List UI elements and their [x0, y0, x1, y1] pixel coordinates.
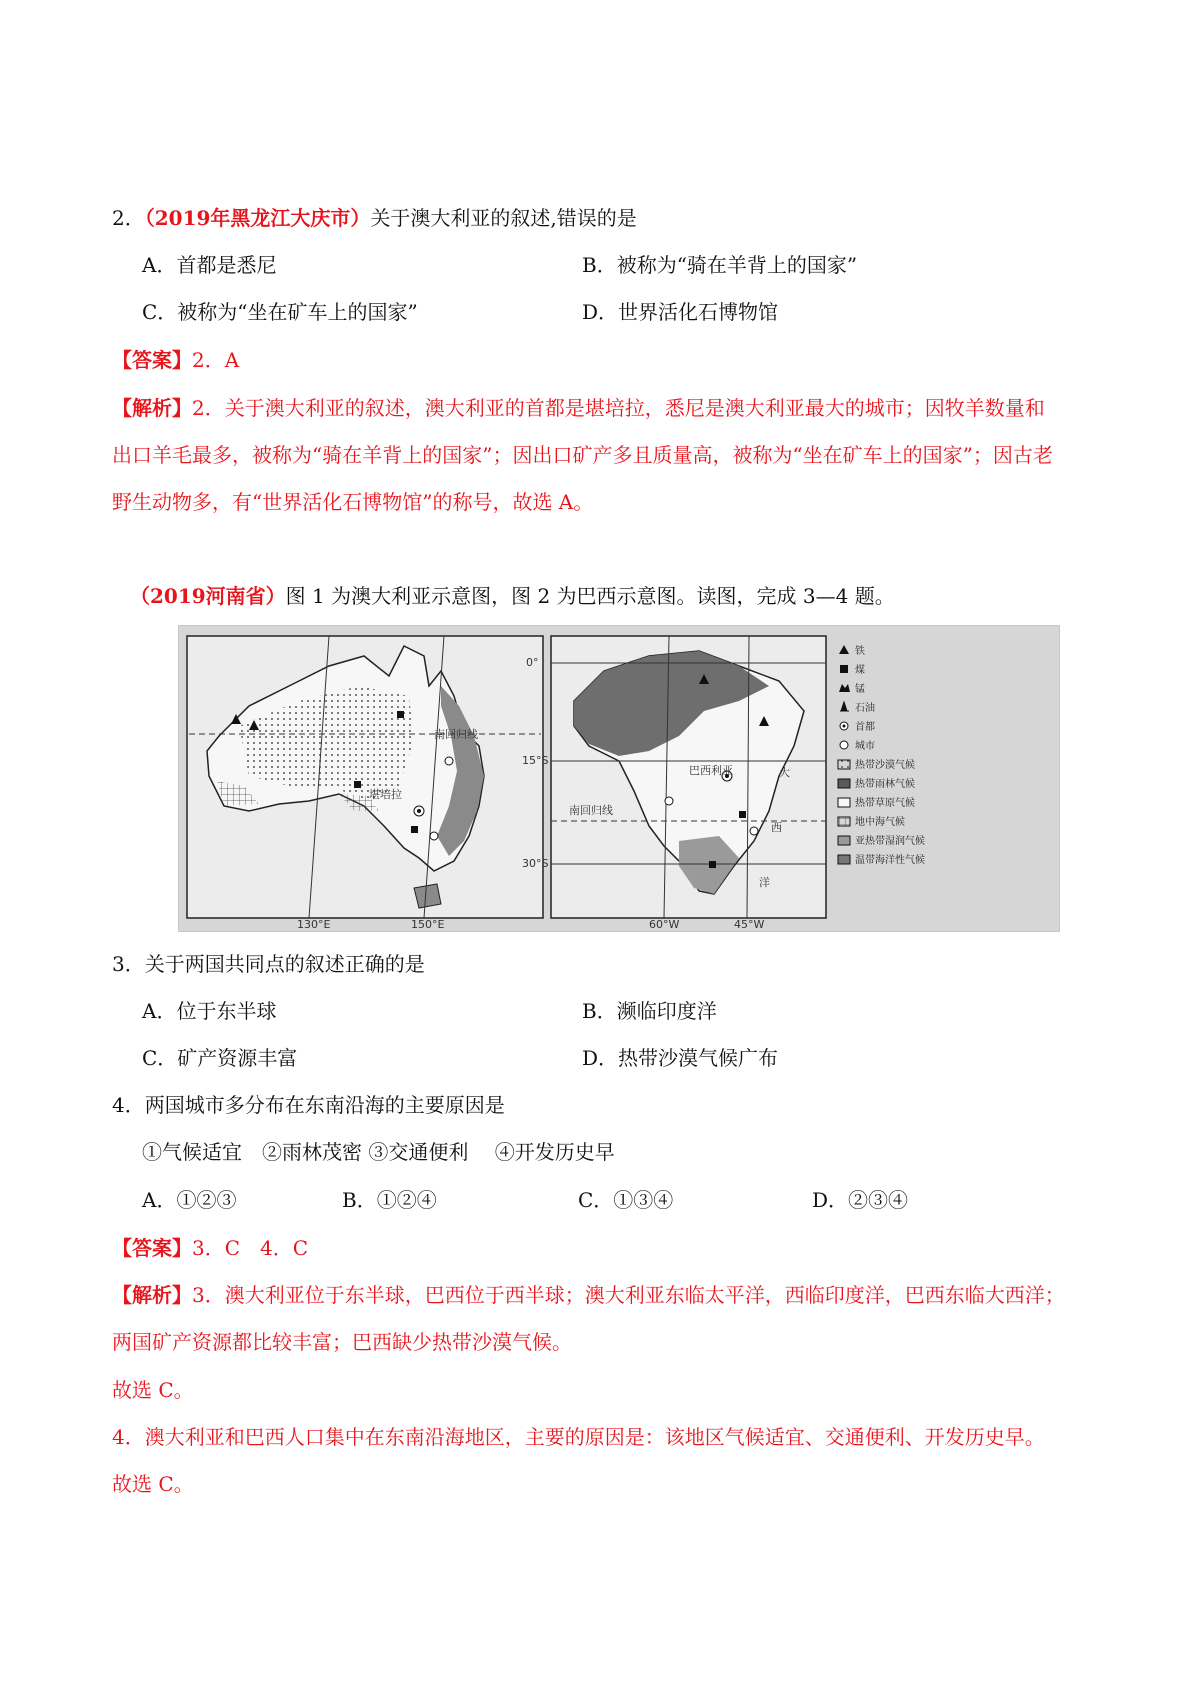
- map-legend: [838, 644, 925, 866]
- group-intro: [130, 584, 895, 608]
- analysis-text: 3．澳大利亚位于东半球，巴西位于西半球；澳大利亚东临太平洋，西临印度洋，巴西东临大西洋；: [192, 1283, 1065, 1307]
- legend-mediterranean-icon: [838, 817, 850, 826]
- lon-label-60w: 60°W: [649, 918, 680, 931]
- lon-label-45w: 45°W: [734, 918, 765, 931]
- legend-coal: 煤: [855, 665, 865, 676]
- legend-manganese-icon: [839, 684, 850, 692]
- city-symbol: [445, 757, 453, 765]
- coal-symbol: [397, 711, 404, 718]
- legend-iron-icon: [839, 645, 849, 654]
- analysis34-line2: 两国矿产资源都比较丰富；巴西缺少热带沙漠气候。: [112, 1330, 572, 1354]
- q3-option-b: B．濒临印度洋: [582, 999, 717, 1023]
- analysis34-line3: 故选 C。: [112, 1378, 194, 1402]
- legend-oil: 石油: [855, 703, 875, 714]
- canberra-label: 堪培拉: [369, 788, 402, 801]
- map-figure-svg: [179, 626, 1059, 931]
- group-intro-text: 图 1 为澳大利亚示意图，图 2 为巴西示意图。读图，完成 3—4 题。: [285, 584, 895, 608]
- coal-symbol: [411, 826, 418, 833]
- q4-option-a: A．①②③: [142, 1188, 237, 1212]
- legend-mediterranean: 地中海气候: [855, 817, 905, 828]
- analysis34-line1: [112, 1283, 1065, 1307]
- analysis34-line4: 4．澳大利亚和巴西人口集中在东南沿海地区，主要的原因是：该地区气候适宜、交通便利、开发历史早。: [112, 1425, 1045, 1449]
- legend-capital-icon-dot: [843, 725, 846, 728]
- q2-source: （2019年黑龙江大庆市）: [144, 206, 371, 230]
- ocean-label-xi: 西: [771, 821, 782, 834]
- q2-analysis-line1: [112, 396, 1045, 420]
- analysis34-line5: 故选 C。: [112, 1472, 194, 1496]
- city-symbol: [430, 832, 438, 840]
- q2-option-a: A．首都是悉尼: [142, 253, 277, 277]
- legend-rainforest-icon: [838, 779, 850, 788]
- legend-city: 城市: [855, 741, 875, 752]
- coal-symbol: [709, 861, 716, 868]
- q4-option-d: D．②③④: [812, 1188, 909, 1212]
- city-symbol: [665, 797, 673, 805]
- tasmania: [414, 884, 441, 908]
- legend-manganese: 锰: [855, 684, 865, 695]
- analysis-text: 2．关于澳大利亚的叙述，澳大利亚的首都是堪培拉，悉尼是澳大利亚最大的城市；因牧羊数量和: [192, 396, 1045, 420]
- q2-option-c: C．被称为“坐在矿车上的国家”: [142, 300, 418, 324]
- q2-option-d: D．世界活化石博物馆: [582, 300, 779, 324]
- tropic-label-br: 南回归线: [569, 804, 613, 817]
- answer-text: 2．A: [192, 348, 240, 372]
- answer-text: 3．C 4．C: [192, 1236, 309, 1260]
- q2-analysis-line2: 出口羊毛最多，被称为“骑在羊背上的国家”；因出口矿产多且质量高，被称为“坐在矿车上的国家”；因古老: [112, 443, 1053, 467]
- ocean-label-da: 大: [779, 766, 790, 779]
- lon-label-130e: 130°E: [297, 918, 331, 931]
- q3-option-a: A．位于东半球: [142, 999, 277, 1023]
- q4-stem: 4．两国城市多分布在东南沿海的主要原因是: [112, 1093, 505, 1117]
- analysis-label: 【解析】: [112, 396, 192, 420]
- q2-stem-text: 关于澳大利亚的叙述,错误的是: [370, 206, 637, 230]
- answer-label: 【答案】: [112, 348, 192, 372]
- map-figure: [178, 625, 1060, 932]
- legend-desert: 热带沙漠气候: [855, 760, 915, 771]
- legend-desert-icon: [838, 760, 850, 769]
- legend-iron: 铁: [855, 646, 865, 657]
- lat-label-30s: 30°S: [522, 857, 549, 870]
- q4-items: ①气候适宜 ②雨林茂密 ③交通便利 ④开发历史早: [142, 1140, 615, 1164]
- legend-savanna-icon: [838, 798, 850, 807]
- legend-coal-icon: [840, 665, 848, 673]
- q2-analysis-line3: 野生动物多，有“世界活化石博物馆”的称号，故选 A。: [112, 490, 594, 514]
- group-source: （2019河南省）: [130, 584, 286, 608]
- legend-humid-subtropical: 亚热带湿润气候: [855, 836, 925, 847]
- answer-label: 【答案】: [112, 1236, 192, 1260]
- q3-stem: 3．关于两国共同点的叙述正确的是: [112, 952, 425, 976]
- q2-option-b: B．被称为“骑在羊背上的国家”: [582, 253, 858, 277]
- legend-capital: 首都: [855, 722, 875, 733]
- city-symbol: [750, 827, 758, 835]
- q4-option-b: B．①②④: [342, 1188, 437, 1212]
- tropic-label-au: 南回归线: [434, 728, 478, 741]
- legend-city-icon: [840, 741, 848, 749]
- answer34: [112, 1236, 308, 1260]
- q2-number: 2．: [112, 206, 145, 230]
- coal-symbol: [739, 811, 746, 818]
- q2-answer: [112, 348, 239, 372]
- legend-humid-subtropical-icon: [838, 836, 850, 845]
- q2-stem: [112, 206, 637, 230]
- lat-label-15s: 15°S: [522, 754, 549, 767]
- legend-rainforest: 热带雨林气候: [855, 779, 915, 790]
- australia-map: [187, 636, 543, 931]
- lon-label-150e: 150°E: [411, 918, 445, 931]
- brasilia-label: 巴西利亚: [689, 764, 733, 777]
- capital-symbol-dot: [417, 809, 421, 813]
- ocean-label-yang: 洋: [759, 876, 770, 889]
- analysis-label: 【解析】: [112, 1283, 192, 1307]
- lat-label-0: 0°: [526, 656, 539, 669]
- coal-symbol: [354, 781, 361, 788]
- legend-oil-icon: [840, 702, 849, 711]
- q3-option-d: D．热带沙漠气候广布: [582, 1046, 779, 1070]
- brazil-map: [522, 636, 826, 931]
- q4-option-c: C．①③④: [578, 1188, 674, 1212]
- q3-option-c: C．矿产资源丰富: [142, 1046, 298, 1070]
- legend-maritime-icon: [838, 855, 850, 864]
- legend-maritime: 温带海洋性气候: [855, 855, 925, 866]
- legend-savanna: 热带草原气候: [855, 798, 915, 809]
